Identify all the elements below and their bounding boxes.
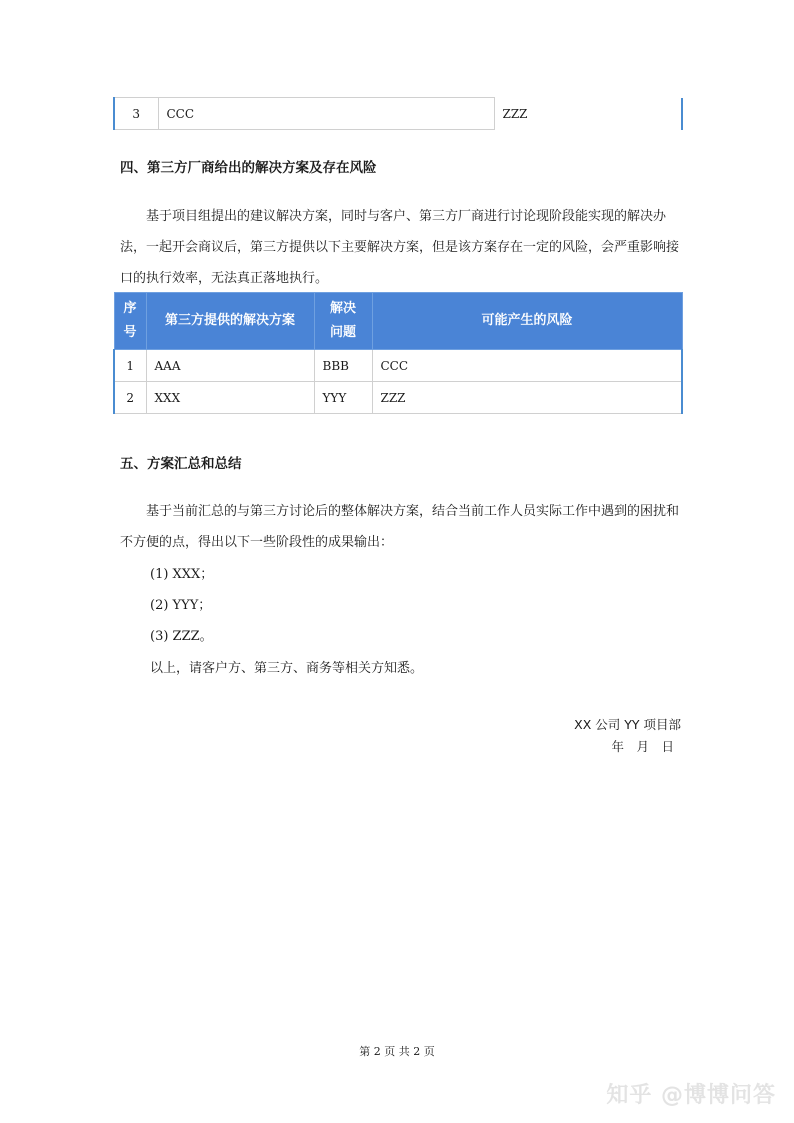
table-row bbox=[114, 350, 682, 382]
risk-table-continuation bbox=[113, 97, 683, 130]
section4-heading: 四、第三方厂商给出的解决方案及存在风险 bbox=[120, 160, 377, 176]
risk-cell: CCC bbox=[372, 350, 682, 382]
watermark-text: 知乎 @博博问答 bbox=[606, 1083, 776, 1108]
issue-cell: YYY bbox=[314, 382, 372, 414]
table-header-row bbox=[114, 293, 682, 350]
page-number: 第 2 页 共 2 页 bbox=[359, 1045, 435, 1058]
section4-paragraph: 基于项目组提出的建议解决方案，同时与客户、第三方厂商进行讨论现阶段能实现的解决办法，一起开会商议后，第三方提供以下主要解决方案，但是该方案存在一定的风险，会严重影响接口的执行效率，无法真正落地执行。 bbox=[120, 209, 680, 286]
row-number: 1 bbox=[114, 350, 146, 382]
header-solution: 第三方提供的解决方案 bbox=[146, 293, 314, 350]
list-item: (2) YYY； bbox=[150, 598, 212, 613]
list-item: (3) ZZZ。 bbox=[150, 629, 213, 644]
table-row bbox=[114, 382, 682, 414]
row-number: 3 bbox=[114, 98, 158, 130]
issue-cell: BBB bbox=[314, 350, 372, 382]
table-row: 3 CCC ZZZ bbox=[114, 98, 682, 130]
header-issue: 解决问题 bbox=[314, 293, 372, 350]
header-risk: 可能产生的风险 bbox=[372, 293, 682, 350]
section5-heading: 五、方案汇总和总结 bbox=[120, 456, 242, 472]
signature-date: 年 月 日 bbox=[611, 739, 674, 754]
solution-cell: CCC bbox=[158, 98, 494, 130]
solution-cell: AAA bbox=[146, 350, 314, 382]
row-number: 2 bbox=[114, 382, 146, 414]
third-party-solutions-table bbox=[113, 292, 683, 414]
closing-note: 以上，请客户方、第三方、商务等相关方知悉。 bbox=[150, 661, 424, 676]
list-item: (1) XXX； bbox=[150, 567, 214, 582]
risk-cell: ZZZ bbox=[372, 382, 682, 414]
section5-paragraph: 基于当前汇总的与第三方讨论后的整体解决方案，结合当前工作人员实际工作中遇到的困扰和不方便的点，得出以下一些阶段性的成果输出： bbox=[120, 504, 680, 550]
header-number: 序号 bbox=[114, 293, 146, 350]
solution-cell: XXX bbox=[146, 382, 314, 414]
signature-org: XX 公司 YY 项目部 bbox=[574, 717, 681, 732]
